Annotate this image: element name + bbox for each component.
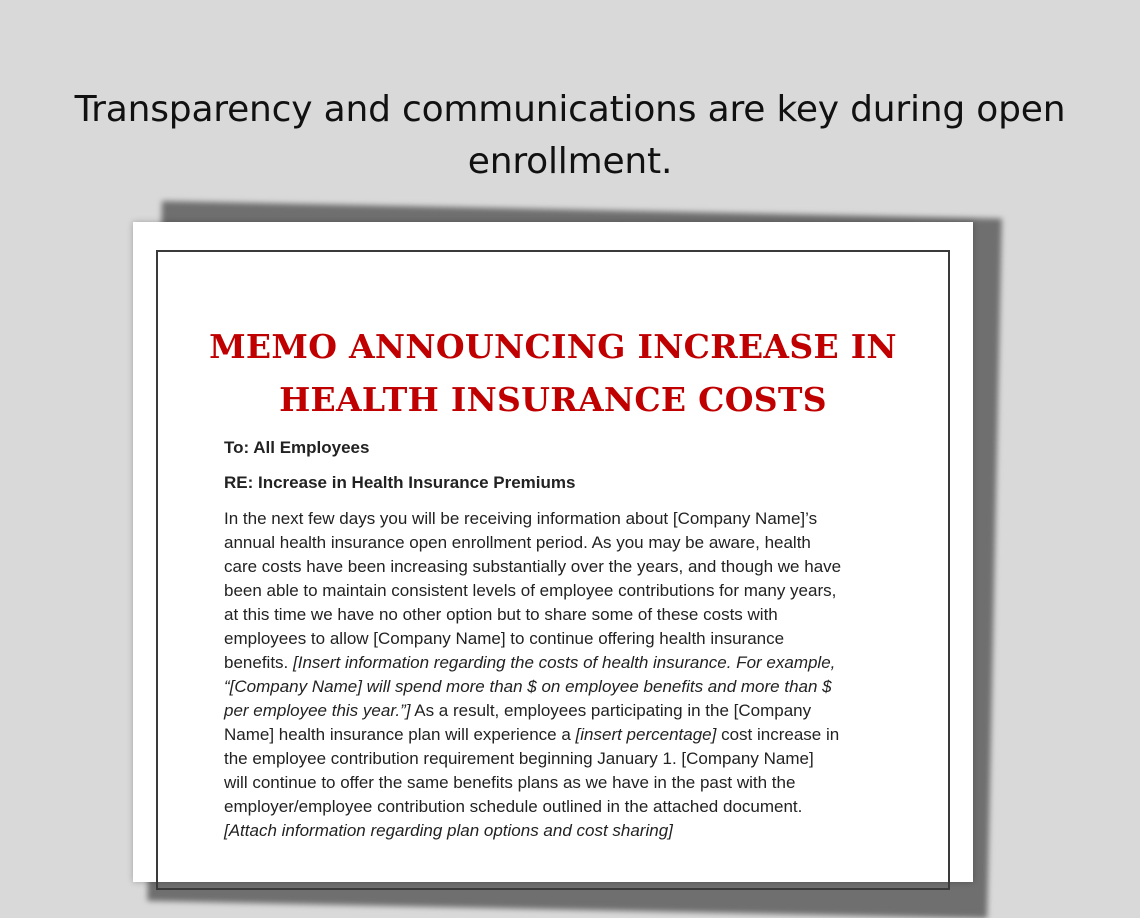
body-text: benefits. (224, 653, 293, 672)
body-text: cost increase in (716, 725, 840, 744)
body-line: at this time we have no other option but to share some of these costs with (224, 605, 778, 624)
body-line: the employee contribution requirement beginning January 1. [Company Name] (224, 749, 814, 768)
memo-to-line: To: All Employees (224, 438, 370, 457)
headline-line-2: enrollment. (467, 141, 673, 182)
placeholder-instruction: “[Company Name] will spend more than $ on employee benefits and more than $ (224, 677, 832, 696)
memo-title-line-1: MEMO ANNOUNCING INCREASE IN (209, 327, 897, 366)
body-line: care costs have been increasing substantially over the years, and though we have (224, 557, 842, 576)
body-line: In the next few days you will be receiving information about [Company Name]’s (224, 509, 818, 528)
headline-line-1: Transparency and communications are key during open (74, 89, 1066, 130)
placeholder-instruction: [Attach information regarding plan options and cost sharing] (224, 821, 673, 840)
body-line (224, 699, 894, 723)
placeholder-instruction: [Insert information regarding the costs of health insurance. For example, (293, 653, 836, 672)
memo-body (224, 507, 894, 843)
body-line (224, 651, 894, 675)
body-line: annual health insurance open enrollment period. As you may be aware, health (224, 533, 811, 552)
memo-title (133, 320, 973, 426)
memo-document (133, 222, 973, 882)
body-line: been able to maintain consistent levels of employee contributions for many years, (224, 581, 837, 600)
body-text: Name] health insurance plan will experience a (224, 725, 576, 744)
body-text: As a result, employees participating in the [Company (410, 701, 812, 720)
memo-title-line-2: HEALTH INSURANCE COSTS (279, 380, 827, 419)
body-line (224, 723, 894, 747)
body-line: will continue to offer the same benefits plans as we have in the past with the (224, 773, 796, 792)
body-line: employees to allow [Company Name] to continue offering health insurance (224, 629, 785, 648)
body-line (224, 675, 894, 699)
page-headline (0, 84, 1140, 188)
body-line: employer/employee contribution schedule outlined in the attached document. (224, 797, 803, 816)
memo-re-line: RE: Increase in Health Insurance Premiums (224, 473, 576, 492)
placeholder-instruction: per employee this year.”] (224, 701, 411, 720)
body-line (224, 819, 894, 843)
placeholder-instruction: [insert percentage] (575, 725, 717, 744)
